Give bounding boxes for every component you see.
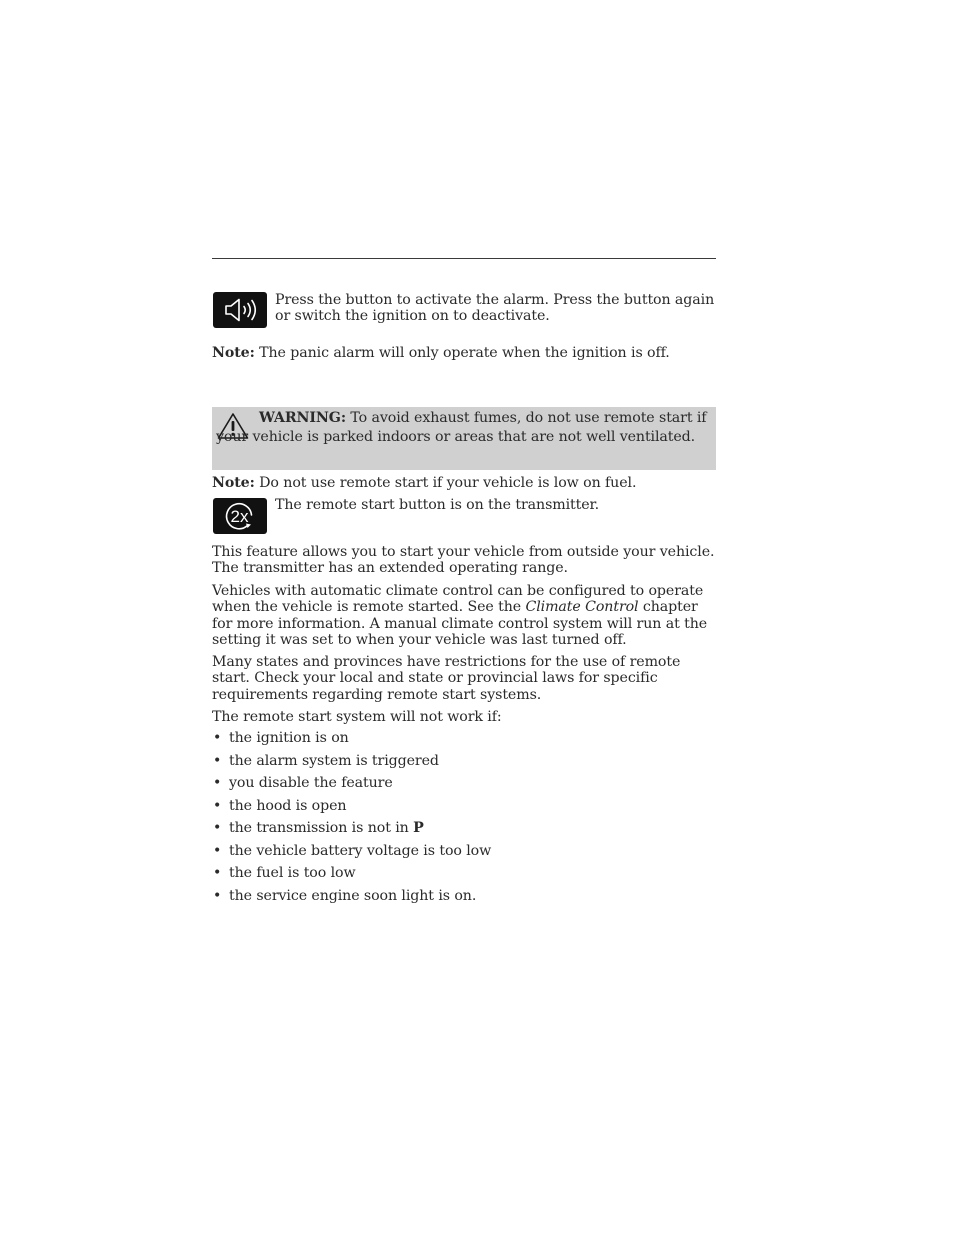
warning-text: [216, 409, 708, 446]
list-item: • the fuel is too low: [212, 865, 716, 888]
list-item: • the vehicle battery voltage is too low: [212, 843, 716, 866]
warning-box: [212, 407, 716, 470]
header-rule: [212, 258, 716, 259]
horn-sound-icon: [213, 292, 267, 328]
note-text: Do not use remote start if your vehicle is low on fuel.: [254, 475, 637, 491]
note-text: The panic alarm will only operate when the ignition is off.: [254, 345, 670, 361]
list-item-text: the transmission is not in: [229, 820, 414, 836]
remote-start-paragraph-3: Many states and provinces have restrictions for the use of remote start. Check your local and state or provincial laws for specific requirements regarding remote start systems.: [212, 654, 681, 703]
list-item: [212, 820, 716, 843]
panic-alarm-instruction: Press the button to activate the alarm. Press the button again or switch the ignition on to deactivate.: [275, 292, 715, 325]
conditions-intro: The remote start system will not work if:: [212, 709, 502, 725]
warning-message: To avoid exhaust fumes, do not use remote start if your vehicle is parked indoors or areas that are not well ventilated.: [216, 410, 707, 445]
note-label: Note:: [212, 475, 255, 491]
remote-start-paragraph-1: This feature allows you to start your vehicle from outside your vehicle. The transmitter has an extended operating range.: [212, 544, 715, 577]
para-text: chapter for more information. A manual climate control system will run at the setting it was set to when your vehicle was last turned off.: [212, 599, 708, 649]
remote-start-button-text: The remote start button is on the transmitter.: [275, 497, 600, 513]
note-label: Note:: [212, 345, 255, 361]
list-item: • you disable the feature: [212, 775, 716, 798]
chapter-reference: Climate Control: [525, 599, 639, 616]
remote-start-icon-label: 2x: [230, 507, 249, 526]
list-item: • the service engine soon light is on.: [212, 888, 716, 911]
conditions-list: [212, 730, 716, 910]
remote-start-2x-icon: [213, 498, 267, 534]
gear-label: P: [413, 820, 424, 836]
panic-alarm-note: [212, 345, 716, 361]
para-text: Vehicles with automatic climate control can be configured to operate when the vehicle is remote started. See the: [212, 583, 704, 616]
list-item: • the alarm system is triggered: [212, 753, 716, 776]
warning-label: WARNING:: [259, 410, 346, 426]
remote-start-paragraph-2: [212, 583, 716, 649]
list-item: • the hood is open: [212, 798, 716, 821]
remote-start-fuel-note: [212, 475, 716, 491]
list-item: • the ignition is on: [212, 730, 716, 753]
